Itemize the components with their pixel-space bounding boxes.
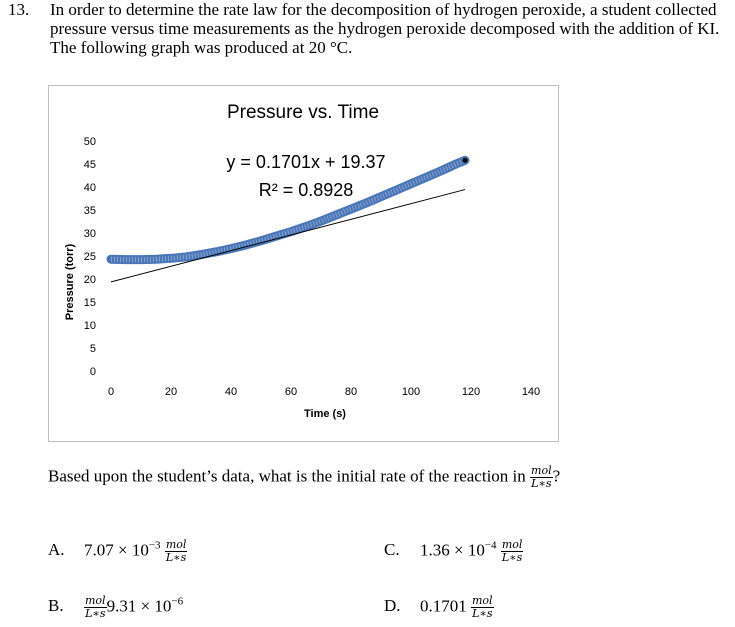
- y-tick-label-50: 50: [83, 136, 96, 148]
- rate-unit: [530, 465, 553, 490]
- choice-a-value: 7.07 × 10: [84, 540, 149, 560]
- choice-c-unit-num: mol: [501, 538, 523, 551]
- x-tick-label-80: 80: [344, 386, 358, 398]
- choice-b-unit-den: L∗s: [85, 607, 106, 620]
- prompt-text: Based upon the student’s data, what is the initial rate of the reaction in: [48, 466, 526, 486]
- rate-unit-numerator: mol: [531, 464, 552, 477]
- y-tick-label-25: 25: [83, 251, 96, 263]
- choice-c-letter: C.: [384, 540, 400, 560]
- choice-c-value: 1.36 × 10: [420, 540, 485, 560]
- y-axis-label: Pressure (torr): [64, 243, 76, 321]
- data-series-endpoint: [463, 158, 468, 163]
- choice-a-unit: [165, 539, 188, 564]
- choice-b-exponent: −6: [171, 595, 184, 608]
- choice-d[interactable]: [384, 595, 494, 620]
- y-tick-label-0: 0: [89, 366, 96, 378]
- choice-a-unit-num: mol: [165, 538, 187, 551]
- pressure-time-chart: [49, 86, 558, 441]
- x-tick-label-100: 100: [401, 386, 421, 398]
- x-axis-label: Time (s): [304, 408, 346, 420]
- x-tick-label-20: 20: [164, 386, 178, 398]
- trendline-r-squared: R² = 0.8928: [258, 180, 354, 200]
- choice-c[interactable]: [384, 539, 523, 564]
- choice-d-letter: D.: [384, 596, 401, 616]
- choice-d-unit-den: L∗s: [472, 607, 493, 620]
- question-text: In order to determine the rate law for the decomposition of hydrogen peroxide, a student collected pressure versus time measurements as the hydrogen peroxide decomposed with the addition of KI. The following graph was produced at 20 °C.: [50, 0, 720, 57]
- choice-a-unit-den: L∗s: [165, 551, 187, 564]
- chart-title: Pressure vs. Time: [226, 102, 380, 123]
- choice-d-value: 0.1701: [420, 596, 467, 616]
- x-tick-label-140: 140: [521, 386, 541, 398]
- choice-c-unit: [501, 539, 524, 564]
- x-tick-label-40: 40: [224, 386, 238, 398]
- data-series-texture: [111, 160, 465, 259]
- choice-c-unit-den: L∗s: [501, 551, 523, 564]
- question-number: 13.: [8, 0, 30, 19]
- y-tick-label-10: 10: [83, 320, 96, 332]
- choice-a-exponent: −3: [148, 539, 161, 552]
- choice-c-exponent: −4: [484, 539, 497, 552]
- choice-b-unit: [84, 595, 107, 620]
- y-tick-label-15: 15: [83, 297, 96, 309]
- choice-a[interactable]: [48, 539, 187, 564]
- y-tick-label-35: 35: [83, 205, 96, 217]
- choice-b-unit-num: mol: [85, 594, 106, 607]
- choice-b-letter: B.: [48, 596, 64, 616]
- y-tick-label-45: 45: [83, 159, 96, 171]
- rate-unit-denominator: L∗s: [531, 477, 552, 490]
- choice-d-unit: [471, 595, 494, 620]
- linear-trendline: [111, 190, 465, 282]
- trendline-equation: y = 0.1701x + 19.37: [226, 152, 386, 172]
- x-tick-label-120: 120: [461, 386, 481, 398]
- y-tick-label-5: 5: [89, 343, 96, 355]
- chart-area: [48, 85, 559, 442]
- x-tick-label-0: 0: [107, 386, 115, 398]
- choice-a-letter: A.: [48, 540, 65, 560]
- prompt-end: ?: [552, 466, 561, 486]
- choice-b[interactable]: [48, 595, 183, 620]
- x-tick-label-60: 60: [284, 386, 298, 398]
- sub-question: [48, 465, 560, 490]
- choice-b-value: 9.31 × 10: [106, 596, 172, 616]
- y-tick-label-20: 20: [83, 274, 96, 286]
- choice-d-unit-num: mol: [472, 594, 493, 607]
- data-series-line: [111, 160, 465, 259]
- y-tick-label-40: 40: [83, 182, 96, 194]
- y-tick-label-30: 30: [83, 228, 96, 240]
